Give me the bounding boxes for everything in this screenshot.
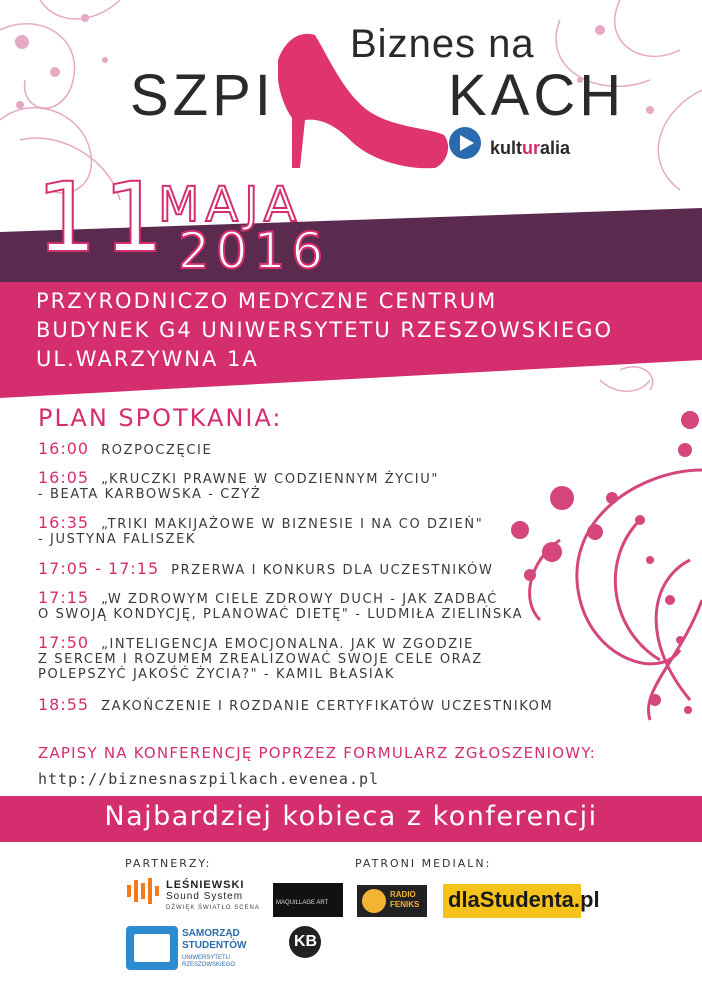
plan-item (38, 515, 483, 547)
plan-item-speaker: O SWOJĄ KONDYCJĘ, PLANOWAĆ DIETĘ" - LUDMIŁA ZIELIŃSKA (38, 607, 524, 622)
samorzad-line4: RZESZOWSKIEGO (182, 962, 236, 968)
plan-item-time: 18:55 (38, 695, 90, 714)
title-kach: KACH (448, 63, 626, 128)
samorzad-line2: STUDENTÓW (182, 940, 247, 951)
plan-item (38, 441, 212, 458)
event-month: MAJA (158, 177, 303, 233)
plan-item-time: 16:35 (38, 513, 90, 532)
plan-item-text-cont: Z SERCEM I ROZUMEM ZREALIZOWAĆ SWOJE CELE ORAZ (38, 652, 483, 667)
plan-item-text: ZAKOŃCZENIE I ROZDANIE CERTYFIKATÓW UCZESTNIKOM (101, 699, 554, 714)
registration-label: ZAPISY NA KONFERENCJĘ POPRZEZ FORMULARZ ZGŁOSZENIOWY: (38, 744, 596, 762)
venue-line-2: BUDYNEK G4 UNIWERSYTETU RZESZOWSKIEGO (36, 318, 614, 342)
dlastudenta-text: dlaStudenta.pl (448, 887, 600, 912)
plan-item-time: 17:05 - 17:15 (38, 559, 160, 578)
feniks-text: FENIKS (390, 900, 420, 909)
samorzad-line3: UNIWERSYTETU (182, 955, 230, 961)
event-day: 11 (36, 162, 171, 274)
plan-item-time: 16:00 (38, 439, 90, 458)
radio-text: RADIO (390, 890, 416, 899)
lesniewski-name: LEŚNIEWSKI (166, 879, 245, 891)
plan-item-text: PRZERWA I KONKURS DLA UCZESTNIKÓW (171, 563, 494, 578)
plan-item (38, 470, 439, 502)
plan-item-text: „INTELIGENCJA EMOCJONALNA. JAK W ZGODZIE (101, 637, 474, 652)
plan-item-text: „KRUCZKI PRAWNE W CODZIENNYM ŻYCIU" (101, 472, 439, 487)
plan-title: PLAN SPOTKANIA: (38, 404, 283, 432)
floral-ornament-right-decor (511, 367, 702, 720)
event-year: 2016 (178, 222, 330, 280)
kulturalia-text-c: alia (540, 138, 571, 158)
partners-label: PARTNERZY: (125, 857, 212, 870)
lesniewski-tagline: DŹWIĘK ŚWIATŁO SCENA (166, 905, 260, 911)
plan-item-time: 16:05 (38, 468, 90, 487)
title-szpi: SZPI (130, 63, 275, 128)
samorzad-line1: SAMORZĄD (182, 928, 240, 939)
plan-item-speaker: - BEATA KARBOWSKA - CZYŻ (38, 487, 262, 502)
plan-item (38, 635, 483, 682)
samorzad-logo (126, 926, 178, 970)
plan-item-text: „W ZDROWYM CIELE ZDROWY DUCH - JAK ZADBAĆ (101, 592, 498, 607)
kulturalia-logo-text (490, 138, 570, 159)
plan-item (38, 561, 493, 578)
tagline-banner: Najbardziej kobieca z konferencji (104, 801, 598, 832)
venue-line-1: PRZYRODNICZO MEDYCZNE CENTRUM (36, 289, 498, 313)
lesniewski-sub: Sound System (166, 891, 244, 902)
kb-text: KB (294, 933, 318, 950)
venue-line-3: UL.WARZYWNA 1A (36, 347, 259, 371)
patrons-label: PATRONI MEDIALN: (355, 857, 492, 870)
plan-item-text: ROZPOCZĘCIE (101, 443, 213, 458)
kulturalia-text-a: kult (490, 138, 523, 158)
plan-item (38, 697, 553, 714)
registration-link[interactable]: http://biznesnaszpilkach.evenea.pl (38, 770, 380, 788)
plan-item-time: 17:15 (38, 588, 90, 607)
plan-item-text: „TRIKI MAKIJAŻOWE W BIZNESIE I NA CO DZIEŃ" (101, 517, 484, 532)
plan-item-speaker: - JUSTYNA FALISZEK (38, 532, 197, 547)
kulturalia-text-b: ur (522, 138, 541, 158)
plan-item-speaker: POLEPSZYĆ JAKOŚĆ ŻYCIA?" - KAMIL BŁASIAK (38, 667, 395, 682)
title-biznes-na: Biznes na (350, 22, 535, 66)
lesniewski-logo (127, 878, 159, 904)
plan-item (38, 590, 523, 622)
maquillage-text: MAQUILLAGE ART (276, 900, 329, 906)
plan-item-time: 17:50 (38, 633, 90, 652)
flowers-top-left-decor (15, 14, 108, 109)
